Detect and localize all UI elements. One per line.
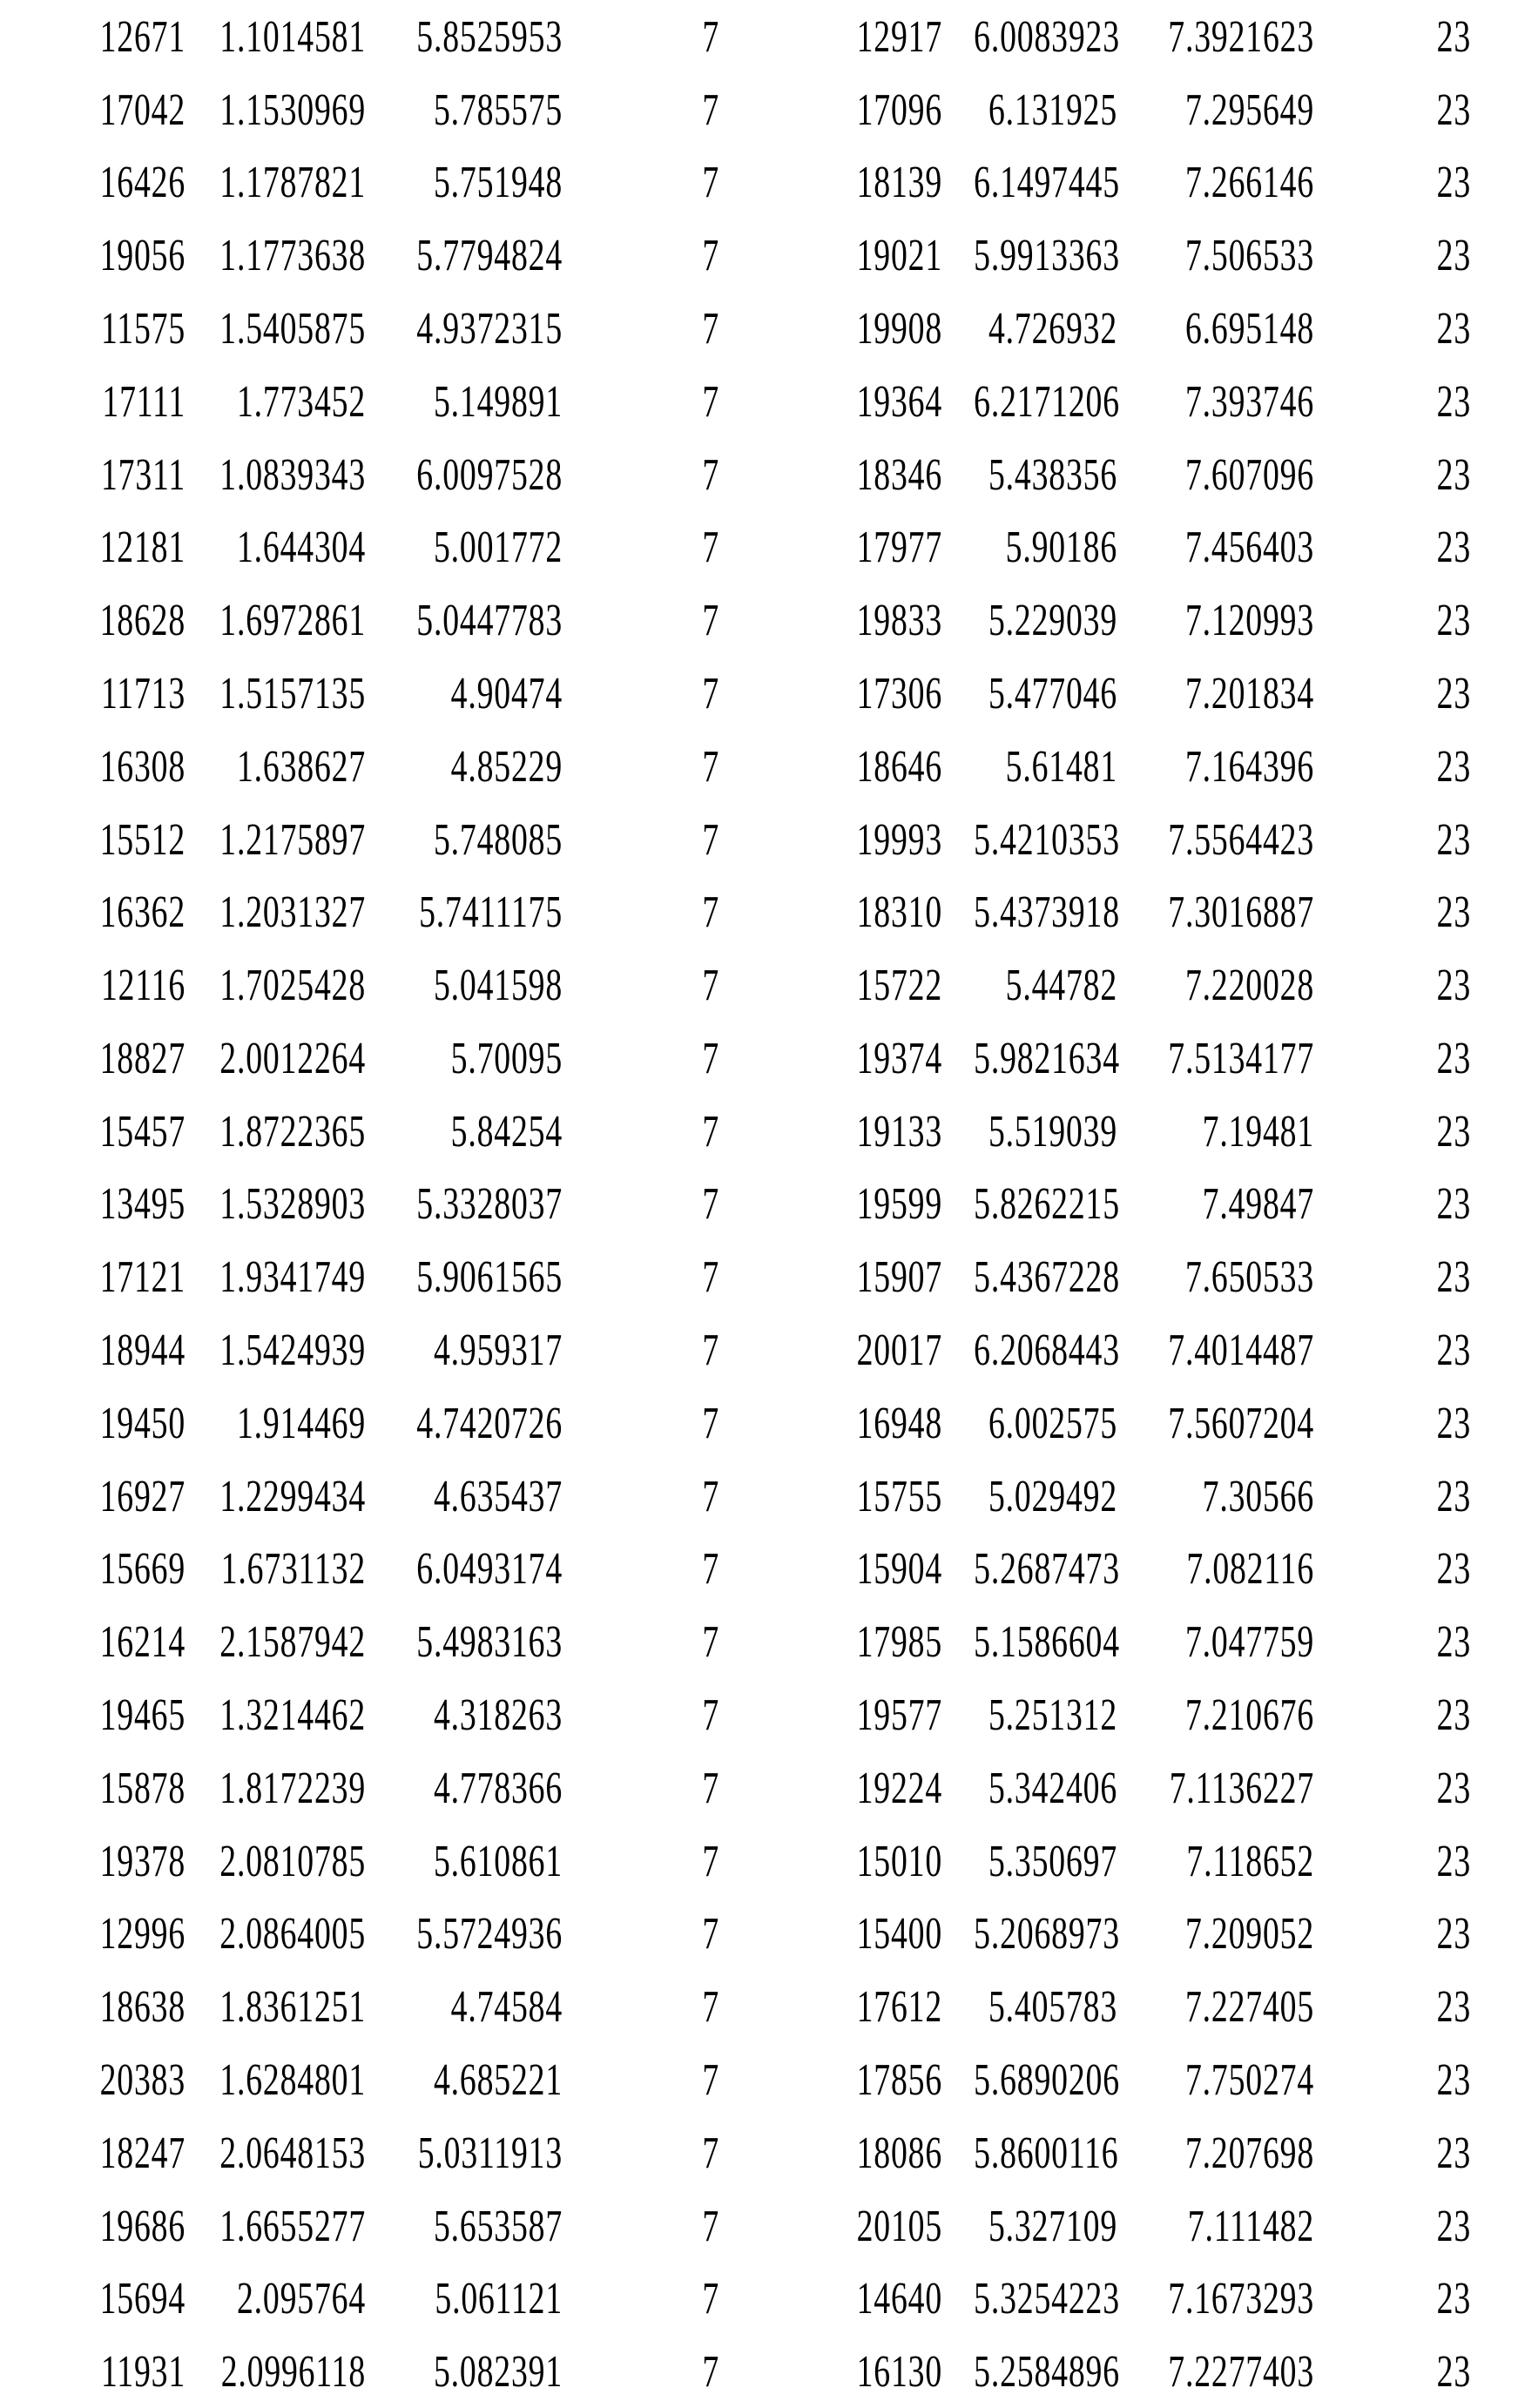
table-cell: 1.5424939: [219, 1324, 366, 1375]
table-cell: 1.5405875: [219, 302, 366, 354]
table-row: [0, 1095, 1518, 1168]
table-cell: 19378: [99, 1835, 186, 1885]
table-cell: 12116: [100, 960, 186, 1010]
table-cell: 5.251312: [988, 1689, 1117, 1739]
table-row: [0, 1313, 1518, 1386]
table-cell: 7.209052: [1184, 1908, 1314, 1959]
table-cell: 5.748085: [433, 813, 563, 864]
table-cell: 23: [1436, 230, 1471, 280]
table-cell: 7.5607204: [1168, 1397, 1314, 1447]
table-cell: 1.8722365: [219, 1105, 366, 1156]
table-cell: 17121: [99, 1251, 186, 1302]
table-cell: 5.4210353: [974, 813, 1120, 864]
table-cell: 4.9372315: [416, 302, 563, 354]
table-cell: 5.9061565: [416, 1251, 563, 1302]
table-row: [0, 2189, 1518, 2263]
table-cell: 7: [702, 84, 719, 134]
table-cell: 7.30566: [1202, 1470, 1314, 1521]
table-row: [0, 146, 1518, 219]
table-cell: 15878: [99, 1762, 186, 1812]
table-cell: 2.0996118: [220, 2345, 366, 2397]
table-cell: 23: [1436, 1616, 1471, 1667]
table-cell: 18638: [99, 1981, 186, 2032]
table-cell: 19224: [856, 1762, 942, 1812]
table-cell: 18247: [99, 2127, 186, 2177]
table-cell: 1.2031327: [219, 887, 366, 937]
table-cell: 20105: [856, 2200, 942, 2250]
table-cell: 7.220028: [1184, 960, 1314, 1010]
table-cell: 7.750274: [1184, 2054, 1314, 2104]
table-cell: 5.2068973: [974, 1908, 1120, 1959]
table-cell: 5.7794824: [416, 230, 563, 280]
table-cell: 2.0648153: [219, 2127, 366, 2177]
table-cell: 18346: [856, 449, 942, 499]
table-cell: 19908: [856, 302, 942, 354]
table-cell: 5.229039: [988, 595, 1117, 645]
table-cell: 5.477046: [988, 667, 1117, 718]
table-cell: 5.6890206: [974, 2054, 1120, 2104]
table-cell: 16130: [856, 2345, 942, 2397]
table-cell: 7.3921623: [1168, 10, 1314, 61]
table-cell: 4.74584: [450, 1981, 563, 2032]
table-cell: 17311: [100, 449, 186, 499]
table-cell: 5.90186: [1005, 522, 1117, 572]
table-cell: 7: [702, 1689, 719, 1739]
table-cell: 7: [702, 813, 719, 864]
table-cell: 5.342406: [988, 1762, 1117, 1812]
table-cell: 23: [1436, 302, 1471, 354]
table-cell: 7: [702, 449, 719, 499]
table-cell: 7: [702, 2127, 719, 2177]
table-cell: 19465: [99, 1689, 186, 1739]
table-cell: 23: [1436, 1981, 1471, 2032]
table-cell: 15400: [856, 1908, 942, 1959]
table-cell: 7: [702, 1105, 719, 1156]
table-row: [0, 1533, 1518, 1606]
table-cell: 7.506533: [1184, 230, 1314, 280]
table-row: [0, 657, 1518, 730]
table-cell: 12671: [99, 10, 186, 61]
table-cell: 5.8262215: [974, 1178, 1120, 1229]
table-cell: 23: [1436, 667, 1471, 718]
table-cell: 23: [1436, 2345, 1471, 2397]
table-cell: 7: [702, 740, 719, 791]
table-cell: 16308: [99, 740, 186, 791]
table-cell: 7.118652: [1186, 1835, 1314, 1885]
table-cell: 7: [702, 1908, 719, 1959]
table-cell: 1.1014581: [219, 10, 366, 61]
table-row: [0, 1168, 1518, 1241]
table-cell: 1.1787821: [219, 157, 366, 207]
table-cell: 2.0810785: [219, 1835, 366, 1885]
table-cell: 23: [1436, 449, 1471, 499]
table-cell: 23: [1436, 2273, 1471, 2324]
table-row: [0, 1825, 1518, 1898]
table-cell: 1.644304: [236, 522, 366, 572]
table-cell: 17985: [856, 1616, 942, 1667]
table-cell: 19993: [856, 813, 942, 864]
table-cell: 5.653587: [433, 2200, 563, 2250]
table-cell: 6.131925: [988, 84, 1117, 134]
table-cell: 7.2277403: [1168, 2345, 1314, 2397]
table-cell: 5.4367228: [974, 1251, 1120, 1302]
table-cell: 5.405783: [988, 1981, 1117, 2032]
table-cell: 5.1586604: [974, 1616, 1120, 1667]
table-cell: 7: [702, 2200, 719, 2250]
table-cell: 5.9913363: [974, 230, 1120, 280]
table-cell: 12917: [856, 10, 942, 61]
table-cell: 19056: [99, 230, 186, 280]
table-cell: 18139: [856, 157, 942, 207]
table-cell: 1.914469: [236, 1397, 366, 1447]
table-cell: 7: [702, 1616, 719, 1667]
table-cell: 7: [702, 2273, 719, 2324]
table-cell: 4.959317: [433, 1324, 563, 1375]
table-cell: 17042: [99, 84, 186, 134]
table-cell: 5.9821634: [974, 1032, 1120, 1083]
table-cell: 23: [1436, 813, 1471, 864]
table-cell: 5.0447783: [416, 595, 563, 645]
table-cell: 23: [1436, 1032, 1471, 1083]
table-cell: 1.5157135: [219, 667, 366, 718]
table-row: [0, 2262, 1518, 2335]
table-cell: 17111: [102, 375, 186, 426]
table-cell: 7.047759: [1184, 1616, 1314, 1667]
table-cell: 23: [1436, 1178, 1471, 1229]
table-cell: 1.0839343: [219, 449, 366, 499]
table-cell: 23: [1436, 1762, 1471, 1812]
table-cell: 7.19481: [1202, 1105, 1314, 1156]
table-cell: 5.082391: [433, 2345, 563, 2397]
table-cell: 19599: [856, 1178, 942, 1229]
table-cell: 15010: [856, 1835, 942, 1885]
table-cell: 7: [702, 1762, 719, 1812]
table-row: [0, 730, 1518, 803]
table-cell: 1.1773638: [219, 230, 366, 280]
table-cell: 7.266146: [1184, 157, 1314, 207]
table-cell: 23: [1436, 1908, 1471, 1959]
table-cell: 7: [702, 887, 719, 937]
table-cell: 7: [702, 960, 719, 1010]
table-cell: 23: [1436, 2200, 1471, 2250]
table-cell: 5.785575: [433, 84, 563, 134]
table-cell: 5.84254: [450, 1105, 563, 1156]
table-cell: 23: [1436, 10, 1471, 61]
table-row: [0, 2116, 1518, 2189]
table-cell: 7: [702, 1835, 719, 1885]
table-cell: 19686: [99, 2200, 186, 2250]
table-cell: 7: [702, 2054, 719, 2104]
table-cell: 7.295649: [1184, 84, 1314, 134]
table-cell: 15694: [99, 2273, 186, 2324]
table-cell: 1.2175897: [219, 813, 366, 864]
table-cell: 6.0493174: [416, 1543, 563, 1594]
table-cell: 20017: [856, 1324, 942, 1375]
table-row: [0, 1605, 1518, 1678]
table-cell: 15904: [856, 1543, 942, 1594]
table-cell: 6.0097528: [416, 449, 563, 499]
table-cell: 23: [1436, 2127, 1471, 2177]
table-cell: 1.6972861: [219, 595, 366, 645]
table-cell: 23: [1436, 1835, 1471, 1885]
table-cell: 5.029492: [988, 1470, 1117, 1521]
table-cell: 15457: [99, 1105, 186, 1156]
table-cell: 20383: [99, 2054, 186, 2104]
table-cell: 5.44782: [1005, 960, 1117, 1010]
table-cell: 1.638627: [236, 740, 366, 791]
table-cell: 18646: [856, 740, 942, 791]
table-cell: 5.4373918: [974, 887, 1120, 937]
table-cell: 5.001772: [433, 522, 563, 572]
table-row: [0, 1460, 1518, 1533]
table-cell: 5.519039: [988, 1105, 1117, 1156]
table-cell: 7: [702, 1981, 719, 2032]
table-cell: 7: [702, 1470, 719, 1521]
table-cell: 1.3214462: [219, 1689, 366, 1739]
table-cell: 15907: [856, 1251, 942, 1302]
table-cell: 7: [702, 1324, 719, 1375]
table-cell: 4.635437: [433, 1470, 563, 1521]
table-row: [0, 1897, 1518, 1970]
table-cell: 1.2299434: [219, 1470, 366, 1521]
table-cell: 7.4014487: [1168, 1324, 1314, 1375]
table-cell: 1.773452: [236, 375, 366, 426]
table-cell: 23: [1436, 1324, 1471, 1375]
table-cell: 7: [702, 157, 719, 207]
table-cell: 7: [702, 1251, 719, 1302]
table-cell: 7.5564423: [1168, 813, 1314, 864]
table-cell: 7: [702, 1397, 719, 1447]
table-cell: 17977: [856, 522, 942, 572]
table-cell: 23: [1436, 1689, 1471, 1739]
table-cell: 5.3254223: [974, 2273, 1120, 2324]
table-cell: 5.8525953: [416, 10, 563, 61]
table-cell: 7.111482: [1187, 2200, 1314, 2250]
table-cell: 5.041598: [433, 960, 563, 1010]
table-cell: 4.778366: [433, 1762, 563, 1812]
table-cell: 4.318263: [433, 1689, 563, 1739]
table-cell: 5.0311913: [417, 2127, 563, 2177]
table-cell: 23: [1436, 522, 1471, 572]
table-cell: 19577: [856, 1689, 942, 1739]
table-cell: 4.85229: [450, 740, 563, 791]
table-cell: 1.6731132: [220, 1543, 366, 1594]
table-cell: 7: [702, 10, 719, 61]
table-cell: 16214: [99, 1616, 186, 1667]
table-cell: 2.0864005: [219, 1908, 366, 1959]
table-row: [0, 438, 1518, 511]
table-cell: 7.393746: [1184, 375, 1314, 426]
table-cell: 23: [1436, 157, 1471, 207]
table-cell: 19021: [856, 230, 942, 280]
table-cell: 7.210676: [1184, 1689, 1314, 1739]
table-cell: 7.207698: [1184, 2127, 1314, 2177]
table-cell: 23: [1436, 375, 1471, 426]
table-row: [0, 1240, 1518, 1313]
table-row: [0, 1751, 1518, 1825]
table-cell: 23: [1436, 2054, 1471, 2104]
table-cell: 19374: [856, 1032, 942, 1083]
table-cell: 18628: [99, 595, 186, 645]
table-cell: 11713: [100, 667, 186, 718]
table-cell: 5.610861: [433, 1835, 563, 1885]
table-cell: 18086: [856, 2127, 942, 2177]
table-cell: 5.4983163: [416, 1616, 563, 1667]
table-cell: 18310: [856, 887, 942, 937]
table-row: [0, 511, 1518, 584]
table-cell: 12181: [99, 522, 186, 572]
table-cell: 17856: [856, 2054, 942, 2104]
table-cell: 19133: [856, 1105, 942, 1156]
table-cell: 1.6655277: [219, 2200, 366, 2250]
table-cell: 4.7420726: [416, 1397, 563, 1447]
table-cell: 7.227405: [1184, 1981, 1314, 2032]
table-cell: 23: [1436, 1105, 1471, 1156]
table-cell: 23: [1436, 1543, 1471, 1594]
table-cell: 7: [702, 375, 719, 426]
table-row: [0, 583, 1518, 657]
table-cell: 5.70095: [450, 1032, 563, 1083]
table-cell: 19450: [99, 1397, 186, 1447]
table-row: [0, 292, 1518, 365]
table-cell: 15755: [856, 1470, 942, 1521]
table-row: [0, 1678, 1518, 1751]
table-cell: 7.49847: [1202, 1178, 1314, 1229]
table-cell: 7.650533: [1184, 1251, 1314, 1302]
table-cell: 7.164396: [1184, 740, 1314, 791]
table-cell: 19833: [856, 595, 942, 645]
table-cell: 16948: [856, 1397, 942, 1447]
table-cell: 5.350697: [988, 1835, 1117, 1885]
table-cell: 7: [702, 667, 719, 718]
table-cell: 7.201834: [1184, 667, 1314, 718]
table-cell: 15512: [99, 813, 186, 864]
table-row: [0, 803, 1518, 876]
table-cell: 23: [1436, 1251, 1471, 1302]
table-cell: 23: [1436, 740, 1471, 791]
table-cell: 12996: [99, 1908, 186, 1959]
table-cell: 5.2584896: [974, 2345, 1120, 2397]
table-cell: 2.095764: [236, 2273, 366, 2324]
table-cell: 4.726932: [988, 302, 1117, 354]
table-cell: 5.438356: [988, 449, 1117, 499]
table-row: [0, 0, 1518, 73]
table-cell: 1.8172239: [219, 1762, 366, 1812]
table-cell: 5.2687473: [974, 1543, 1120, 1594]
table-cell: 2.1587942: [219, 1616, 366, 1667]
table-cell: 7: [702, 302, 719, 354]
table-cell: 23: [1436, 1397, 1471, 1447]
table-cell: 1.1530969: [219, 84, 366, 134]
table-cell: 23: [1436, 887, 1471, 937]
table-cell: 5.61481: [1005, 740, 1117, 791]
table-cell: 14640: [856, 2273, 942, 2324]
table-cell: 15669: [99, 1543, 186, 1594]
table-row: [0, 875, 1518, 948]
table-row: [0, 2335, 1518, 2408]
table-cell: 5.7411175: [419, 887, 563, 937]
table-cell: 16426: [99, 157, 186, 207]
table-cell: 11575: [100, 302, 186, 354]
table-cell: 5.149891: [433, 375, 563, 426]
table-row: [0, 1970, 1518, 2043]
table-cell: 6.0083923: [974, 10, 1120, 61]
table-cell: 23: [1436, 595, 1471, 645]
table-cell: 16927: [99, 1470, 186, 1521]
table-cell: 7.082116: [1186, 1543, 1314, 1594]
table-row: [0, 2043, 1518, 2116]
table-cell: 2.0012264: [219, 1032, 366, 1083]
table-cell: 6.2068443: [974, 1324, 1120, 1375]
table-cell: 7: [702, 1032, 719, 1083]
table-cell: 5.8600116: [974, 2127, 1119, 2177]
table-cell: 19364: [856, 375, 942, 426]
table-cell: 7.1673293: [1168, 2273, 1314, 2324]
table-cell: 11931: [100, 2345, 186, 2397]
table-cell: 5.3328037: [416, 1178, 563, 1229]
table-cell: 7: [702, 1178, 719, 1229]
table-cell: 23: [1436, 84, 1471, 134]
table-cell: 1.5328903: [219, 1178, 366, 1229]
table-cell: 7.1136227: [1169, 1762, 1314, 1812]
table-cell: 7.3016887: [1168, 887, 1314, 937]
table-cell: 17612: [856, 1981, 942, 2032]
table-row: [0, 219, 1518, 292]
table-cell: 5.061121: [435, 2273, 563, 2324]
table-row: [0, 948, 1518, 1022]
table-cell: 17306: [856, 667, 942, 718]
table-row: [0, 1386, 1518, 1460]
table-cell: 1.8361251: [219, 1981, 366, 2032]
table-row: [0, 1022, 1518, 1095]
table-cell: 7: [702, 230, 719, 280]
table-cell: 5.5724936: [416, 1908, 563, 1959]
table-cell: 17096: [856, 84, 942, 134]
table-cell: 18944: [99, 1324, 186, 1375]
table-cell: 1.6284801: [219, 2054, 366, 2104]
table-cell: 7.607096: [1184, 449, 1314, 499]
table-cell: 6.695148: [1184, 302, 1314, 354]
table-cell: 7: [702, 522, 719, 572]
table-cell: 7.5134177: [1168, 1032, 1314, 1083]
table-cell: 4.90474: [450, 667, 563, 718]
table-row: [0, 73, 1518, 146]
table-cell: 4.685221: [433, 2054, 563, 2104]
table-cell: 1.7025428: [219, 960, 366, 1010]
table-cell: 6.002575: [988, 1397, 1117, 1447]
table-cell: 16362: [99, 887, 186, 937]
table-cell: 18827: [99, 1032, 186, 1083]
table-cell: 7: [702, 1543, 719, 1594]
table-cell: 1.9341749: [219, 1251, 366, 1302]
table-cell: 7.120993: [1184, 595, 1314, 645]
table-cell: 6.1497445: [974, 157, 1120, 207]
table-cell: 13495: [99, 1178, 186, 1229]
table-cell: 5.751948: [433, 157, 563, 207]
table-cell: 23: [1436, 1470, 1471, 1521]
table-cell: 23: [1436, 960, 1471, 1010]
table-cell: 5.327109: [988, 2200, 1117, 2250]
table-cell: 7: [702, 595, 719, 645]
table-cell: 6.2171206: [974, 375, 1120, 426]
table-row: [0, 365, 1518, 438]
table-cell: 7: [702, 2345, 719, 2397]
table-cell: 7.456403: [1184, 522, 1314, 572]
table-cell: 15722: [856, 960, 942, 1010]
